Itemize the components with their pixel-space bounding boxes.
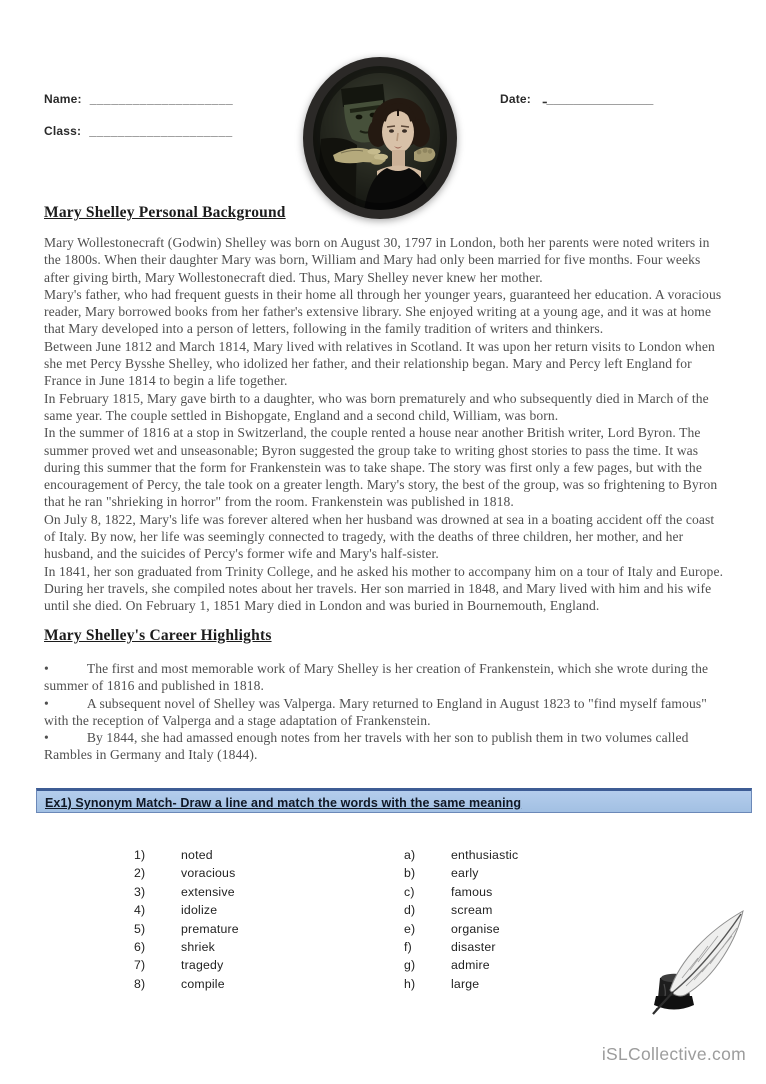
exercise-banner: [36, 788, 752, 813]
bullet-dot: •: [44, 695, 49, 711]
portrait-illustration: [303, 57, 457, 219]
class-field-row: [44, 124, 233, 138]
paragraph: Mary Wollestonecraft (Godwin) Shelley was born on August 30, 1797 in London, both her parents were noted writers in the 1800s. When their daughter Mary was born, William and Mary had only been married for five months. Four weeks after giving birth, Mary Wollestonecraft died. Thus, Mary Shelley never knew her mother.: [44, 235, 710, 285]
bullet-text: The first and most memorable work of Mary Shelley is her creation of Frankenstein, which she wrote during the summer of 1816 and published in 1818.: [44, 661, 709, 694]
name-label: Name:: [44, 92, 82, 106]
match-row: [134, 938, 518, 956]
match-row: [134, 883, 518, 901]
match-row: [134, 975, 518, 993]
date-blank-line: ـ________________: [543, 92, 654, 106]
right-item-word: scream: [451, 903, 493, 918]
bullet-dot: •: [44, 661, 49, 676]
right-item-letter: f): [404, 940, 412, 955]
bullet-item: [44, 695, 724, 730]
class-blank-line: ____________________: [89, 124, 233, 138]
paragraph: On July 8, 1822, Mary's life was forever altered when her husband was drowned at sea in a boating accident off the coast of Italy. By now, her life was seemingly connected to tragedy, with the deaths of three children, her mother, and her husband, and the suicides of Percy's former wife and Mary's half-sister.: [44, 511, 715, 562]
bullet-item: [44, 660, 724, 695]
left-item-word: tragedy: [181, 958, 224, 973]
match-row: [134, 901, 518, 919]
left-item-number: 7): [134, 958, 146, 973]
left-item-word: premature: [181, 921, 239, 936]
personal-background-heading: Mary Shelley Personal Background: [44, 204, 286, 221]
date-label: Date:: [500, 92, 532, 106]
right-item-word: organise: [451, 921, 500, 936]
bullet-text: A subsequent novel of Shelley was Valperga. Mary returned to England in August 1823 to "find myself famous" with the reception of Valperga and a stage adaptation of Frankenstein.: [44, 695, 707, 728]
left-item-word: noted: [181, 848, 213, 862]
right-item-letter: h): [404, 976, 416, 991]
right-item-letter: g): [404, 958, 416, 973]
paragraph: Mary's father, who had frequent guests in their home all through her younger years, guaranteed her education. A voracious reader, Mary borrowed books from her father's extensive library. She enjoyed writing at a young age, and it was at home that Mary developed into a person of letters, following in the family tradition of writers and thinkers.: [44, 286, 722, 337]
name-field-row: [44, 92, 233, 106]
right-item-word: admire: [451, 958, 490, 973]
name-blank-line: ____________________: [89, 92, 234, 106]
left-item-number: 2): [134, 866, 146, 881]
left-item-number: 8): [134, 976, 146, 991]
left-item-word: shriek: [181, 940, 216, 955]
bullet-text: By 1844, she had amassed enough notes from her travels with her son to publish them in two volumes called Rambles in Germany and Italy (1844).: [44, 730, 689, 763]
right-item-letter: a): [404, 848, 416, 862]
synonym-match-list: [134, 846, 518, 993]
paragraph: In February 1815, Mary gave birth to a daughter, who was born prematurely and who subsequently died in March of the same year. The couple settled in Bishopgate, England and a second child, William, was born.: [44, 390, 709, 423]
paragraph: Between June 1812 and March 1814, Mary lived with relatives in Scotland. It was upon her return visits to London when she met Percy Bysshe Shelley, who idolized her father, and their relationship began. Mary and Percy left England for France in June 1814 to begin a life together.: [44, 338, 715, 389]
class-label: Class:: [44, 124, 82, 138]
right-item-letter: e): [404, 921, 416, 936]
date-field-row: [500, 92, 653, 106]
islcollective-watermark: iSLCollective.com: [601, 1044, 746, 1064]
right-item-word: famous: [451, 884, 493, 899]
right-item-letter: d): [404, 903, 416, 918]
match-row: [134, 846, 518, 864]
right-item-letter: b): [404, 866, 416, 881]
match-row: [134, 864, 518, 882]
left-item-word: voracious: [181, 866, 236, 881]
right-item-word: early: [451, 866, 479, 881]
right-item-word: disaster: [451, 940, 496, 955]
left-item-number: 4): [134, 903, 146, 918]
left-item-number: 6): [134, 940, 146, 955]
paragraph: In 1841, her son graduated from Trinity College, and he asked his mother to accompany him on a tour of Italy and Europe. During her travels, she compiled notes about her travels. Her son married in 1848, and Mary lived with him and his wife until she died. On February 1, 1851 Mary died in London and was buried in Bournemouth, England.: [44, 563, 724, 614]
paragraph: In the summer of 1816 at a stop in Switzerland, the couple rented a house near another British writer, Lord Byron. The summer proved wet and unseasonable; Byron suggested the group take to writing ghost stories to pass the time. It was during this summer that the form for Frankenstein was to take shape. The story was first only a few pages, but with the encouragement of Percy, the tale took on a greater length. Mary's story, the best of the group, was so frightening to Byron that he ran "shrieking in horror" from the room. Frankenstein was published in 1818.: [44, 425, 718, 510]
exercise-banner-title: Ex1) Synonym Match- Draw a line and match the words with the same meaning: [45, 796, 522, 810]
left-item-word: compile: [181, 976, 225, 991]
career-highlights-heading: Mary Shelley's Career Highlights: [44, 627, 272, 644]
match-row: [134, 920, 518, 938]
left-item-number: 1): [134, 848, 146, 862]
right-item-word: enthusiastic: [451, 848, 519, 862]
career-highlights-list: [44, 660, 724, 764]
mary-shelley-frankenstein-portrait-image: [303, 57, 457, 219]
left-item-word: extensive: [181, 884, 235, 899]
match-row: [134, 956, 518, 974]
left-item-number: 3): [134, 884, 146, 899]
quill-inkwell-image: [640, 898, 760, 1023]
quill-illustration: [640, 898, 760, 1023]
personal-background-text: [44, 234, 724, 615]
bullet-dot: •: [44, 730, 49, 746]
left-item-word: idolize: [181, 903, 218, 918]
left-item-number: 5): [134, 921, 146, 936]
right-item-letter: c): [404, 884, 415, 899]
bullet-item: [44, 729, 724, 764]
right-item-word: large: [451, 976, 480, 991]
